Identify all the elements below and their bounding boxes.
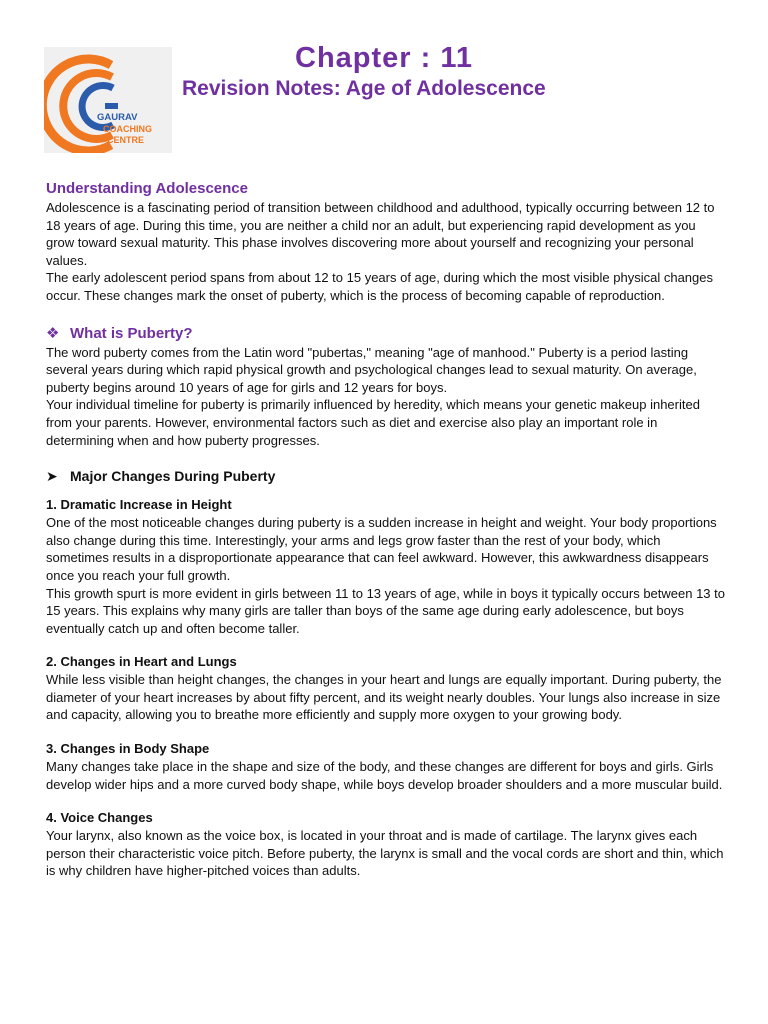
voice-changes-heading: 4. Voice Changes <box>46 810 153 826</box>
logo <box>44 47 172 153</box>
height-heading: 1. Dramatic Increase in Height <box>46 497 232 513</box>
body-shape-heading: 3. Changes in Body Shape <box>46 741 210 757</box>
notes-body <box>46 179 726 880</box>
chapter-subtitle: Revision Notes: Age of Adolescence <box>182 77 546 100</box>
heart-lungs-paragraph: While less visible than height changes, the changes in your heart and lungs are equally important. During puberty, the diameter of your heart increases by about fifty percent, and its weight nearly doubles. Your lungs also increase in size and capacity, allowing you to breathe more efficiently and supply more oxygen to your growing body. <box>46 672 722 723</box>
body-shape-paragraph: Many changes take place in the shape and size of the body, and these changes are different for boys and girls. Girls develop wider hips and a more curved body shape, while boys develop broader shoulders and a more muscular build. <box>46 759 723 792</box>
heart-lungs-heading: 2. Changes in Heart and Lungs <box>46 654 237 670</box>
logo-mark <box>44 47 172 153</box>
puberty-heading: What is Puberty? <box>70 324 193 342</box>
four-diamond-bullet-icon: ❖ <box>46 324 60 342</box>
voice-changes-paragraph: Your larynx, also known as the voice box, is located in your throat and is made of cartilage. The larynx gives each person their characteristic voice pitch. Before puberty, the larynx is small and the vocal cords are short and thin, which is why children have higher-pitched voices than adults. <box>46 828 724 879</box>
logo-text-coaching: COACHING <box>103 124 152 134</box>
major-changes-heading: Major Changes During Puberty <box>70 468 276 485</box>
height-paragraph-1: One of the most noticeable changes during puberty is a sudden increase in height and weight. Your body proportions also change during this time. Interestingly, your arms and legs grow faster than the rest of your body, which sometimes results in a disproportionate appearance that can feel awkward. However, this awkwardness disappears once you reach your full growth. <box>46 515 717 583</box>
height-paragraph-2: This growth spurt is more evident in girls between 11 to 13 years of age, while in boys it typically occurs between 13 to 15 years. This explains why many girls are taller than boys of the same age during early adolescence, but boys eventually catch up and often become taller. <box>46 585 725 636</box>
major-changes-heading-row <box>46 466 726 486</box>
puberty-paragraph-1: The word puberty comes from the Latin word "pubertas," meaning "age of manhood." Puberty is a period lasting several years during which rapid physical growth and psychological changes lead to sexual maturity. On average, puberty begins around 10 years of age for girls and 12 years for boys. <box>46 344 697 395</box>
logo-text-centre: CENTRE <box>107 135 145 145</box>
logo-text-gaurav: GAURAV <box>97 112 138 123</box>
understanding-heading: Understanding Adolescence <box>46 180 248 197</box>
puberty-paragraph-2: Your individual timeline for puberty is primarily influenced by heredity, which means your genetic makeup inherited from your parents. However, environmental factors such as diet and exercise also play an important role in determining when and how puberty progresses. <box>46 397 700 448</box>
puberty-heading-row <box>46 324 726 344</box>
understanding-paragraph-2: The early adolescent period spans from about 12 to 15 years of age, during which the most visible physical changes occur. These changes mark the onset of puberty, which is the process of becoming capable of reproduction. <box>46 270 713 303</box>
chapter-title: Chapter : 11 <box>295 42 473 74</box>
understanding-paragraph-1: Adolescence is a fascinating period of transition between childhood and adulthood, typically occurring between 12 to 18 years of age. During this time, you are neither a child nor an adult, but experiencing rapid development as you grow toward sexual maturity. This phase involves discovering more about yourself and recognizing your personal values. <box>46 200 715 268</box>
arrowhead-bullet-icon: ➤ <box>46 468 58 485</box>
